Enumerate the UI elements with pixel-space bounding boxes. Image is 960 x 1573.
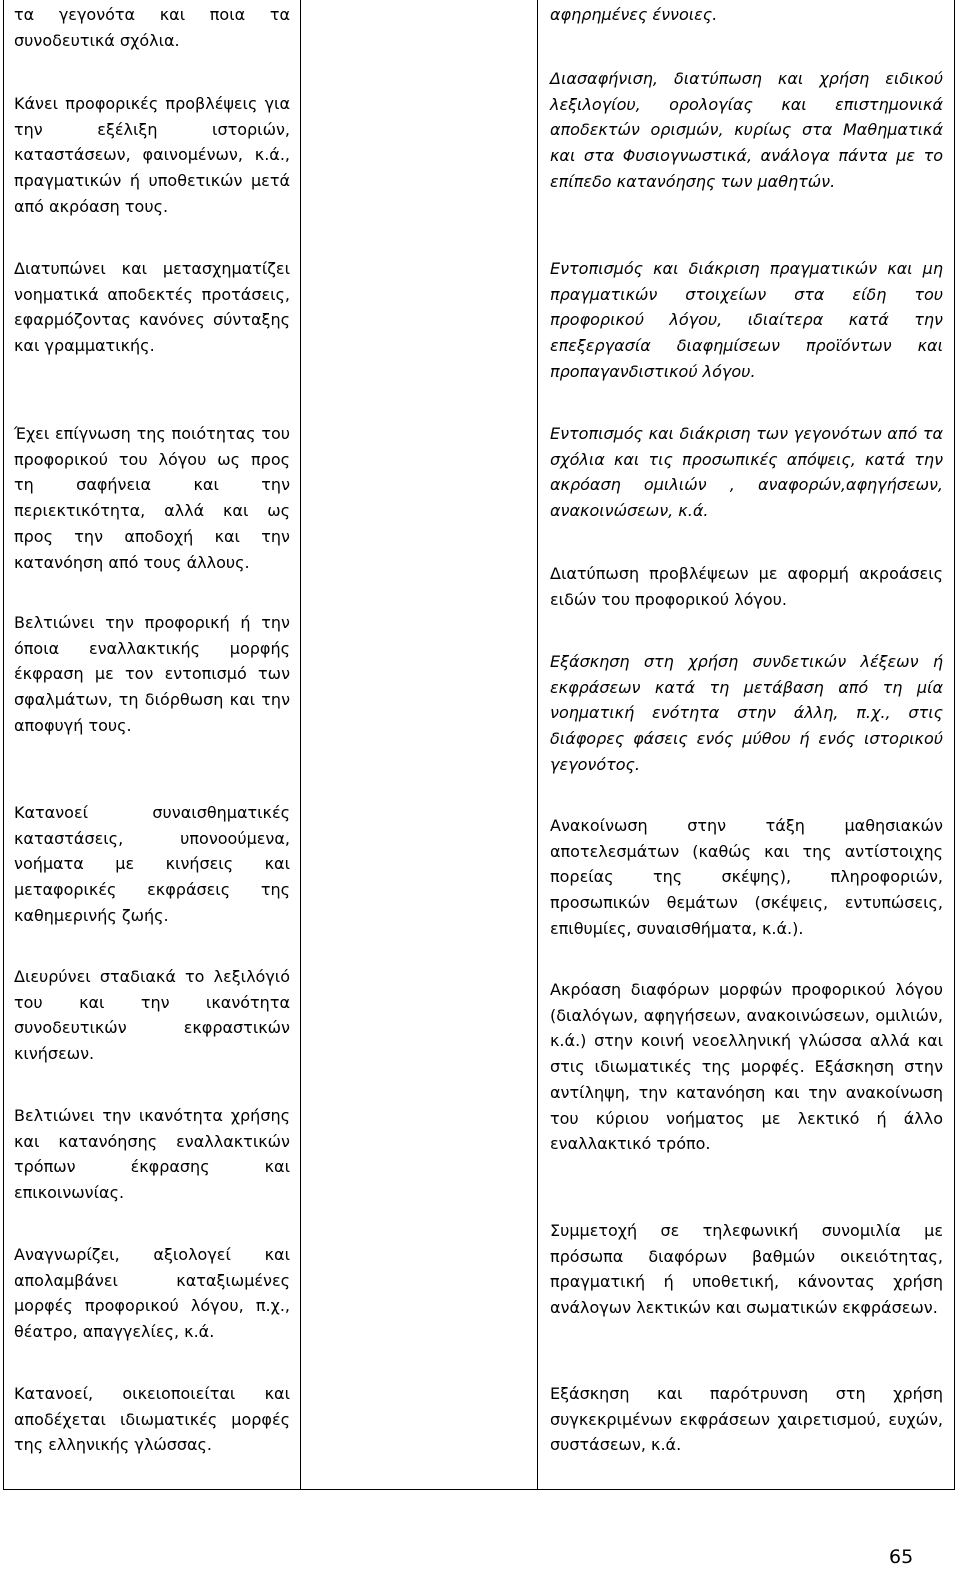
right-paragraph-8: Ακρόαση διαφόρων μορφών προφορικού λόγου (διαλόγων, αφηγήσεων, ανακοινώσεων, ομιλιών, κ.ά.) στην κοινή νεοελληνική γλώσσα αλλά και στις ιδιωματικές της μορφές. Εξάσκηση στην αντίληψη, την κατανόηση και την ανακοίνωση του κύριου νοήματος με λεκτικό ή άλλο εναλλακτικό τρόπο. (550, 980, 943, 1154)
right-paragraph-4: Εντοπισμός και διάκριση των γεγονότων από τα σχόλια και τις προσωπικές απόψεις, κατά την ακρόαση ομιλιών , αναφορών,αφηγήσεων, ανακοινώσεων, κ.ά. (550, 424, 943, 521)
right-paragraph-5: Διατύπωση προβλέψεων με αφορμή ακροάσεις ειδών του προφορικού λόγου. (550, 564, 943, 609)
left-paragraph-5: Βελτιώνει την προφορική ή την όποια εναλλακτικής μορφής έκφραση με τον εντοπισμό των σφαλμάτων, τη διόρθωση και την αποφυγή τους. (14, 613, 290, 735)
right-paragraph-10: Εξάσκηση και παρότρυνση στη χρήση συγκεκριμένων εκφράσεων χαιρετισμού, ευχών, συστάσεων, κ.ά. (550, 1384, 943, 1455)
left-paragraph-9: Αναγνωρίζει, αξιολογεί και απολαμβάνει καταξιωμένες μορφές προφορικού λόγου, π.χ., θέατρο, απαγγελίες, κ.ά. (14, 1245, 290, 1342)
left-paragraph-6: Κατανοεί συναισθηματικές καταστάσεις, υπονοούμενα, νοήματα με κινήσεις και μεταφορικές εκφράσεις της καθημερινής ζωής. (14, 803, 290, 925)
column-divider-left (300, 0, 301, 1490)
right-paragraph-1: αφηρημένες έννοιες. (550, 5, 718, 24)
right-paragraph-9: Συμμετοχή σε τηλεφωνική συνομιλία με πρόσωπα διαφόρων βαθμών οικειότητας, πραγματική ή υποθετική, κάνοντας χρήση ανάλογων λεκτικών και σωματικών εκφράσεων. (550, 1221, 943, 1318)
page-number: 65 (889, 1546, 914, 1568)
right-paragraph-7: Ανακοίνωση στην τάξη μαθησιακών αποτελεσμάτων (καθώς και της αντίστοιχης πορείας της σκέψης), πληροφοριών, προσωπικών θεμάτων (σκέψεις, εντυπώσεις, επιθυμίες, συναισθήματα, κ.ά.). (550, 816, 943, 938)
right-paragraph-6: Εξάσκηση στη χρήση συνδετικών λέξεων ή εκφράσεων κατά τη μετάβαση από τη μία νοηματική ενότητα στην άλλη, π.χ., στις διάφορες φάσεις ενός μύθου ή ενός ιστορικού γεγονότος. (550, 652, 943, 774)
column-divider-right (537, 0, 538, 1490)
left-paragraph-3: Διατυπώνει και μετασχηματίζει νοηματικά αποδεκτές προτάσεις, εφαρμόζοντας κανόνες σύνταξης και γραμματικής. (14, 259, 290, 356)
right-paragraph-3: Εντοπισμός και διάκριση πραγματικών και μη πραγματικών στοιχείων στα είδη του προφορικού λόγου, ιδιαίτερα κατά την επεξεργασία διαφημίσεων προϊόντων και προπαγανδιστικού λόγου. (550, 259, 943, 381)
left-paragraph-1: τα γεγονότα και ποια τα συνοδευτικά σχόλια. (14, 5, 290, 50)
left-paragraph-8: Βελτιώνει την ικανότητα χρήσης και κατανόησης εναλλακτικών τρόπων έκφρασης και επικοινωνίας. (14, 1106, 290, 1203)
left-paragraph-4: Έχει επίγνωση της ποιότητας του προφορικού του λόγου ως προς τη σαφήνεια και την περιεκτικότητα, αλλά και ως προς την αποδοχή και την κατανόηση από τους άλλους. (14, 424, 290, 572)
left-paragraph-10: Κατανοεί, οικειοποιείται και αποδέχεται ιδιωματικές μορφές της ελληνικής γλώσσας. (14, 1384, 290, 1455)
left-paragraph-7: Διευρύνει σταδιακά το λεξιλόγιό του και την ικανότητα συνοδευτικών εκφραστικών κινήσεων. (14, 967, 290, 1064)
right-paragraph-2: Διασαφήνιση, διατύπωση και χρήση ειδικού λεξιλογίου, ορολογίας και επιστημονικά αποδεκτών ορισμών, κυρίως στα Μαθηματικά και στα Φυσιογνωστικά, ανάλογα πάντα με το επίπεδο κατανόησης των μαθητών. (550, 69, 943, 191)
left-paragraph-2: Κάνει προφορικές προβλέψεις για την εξέλιξη ιστοριών, καταστάσεων, φαινομένων, κ.ά., πραγματικών ή υποθετικών μετά από ακρόαση τους. (14, 94, 290, 216)
